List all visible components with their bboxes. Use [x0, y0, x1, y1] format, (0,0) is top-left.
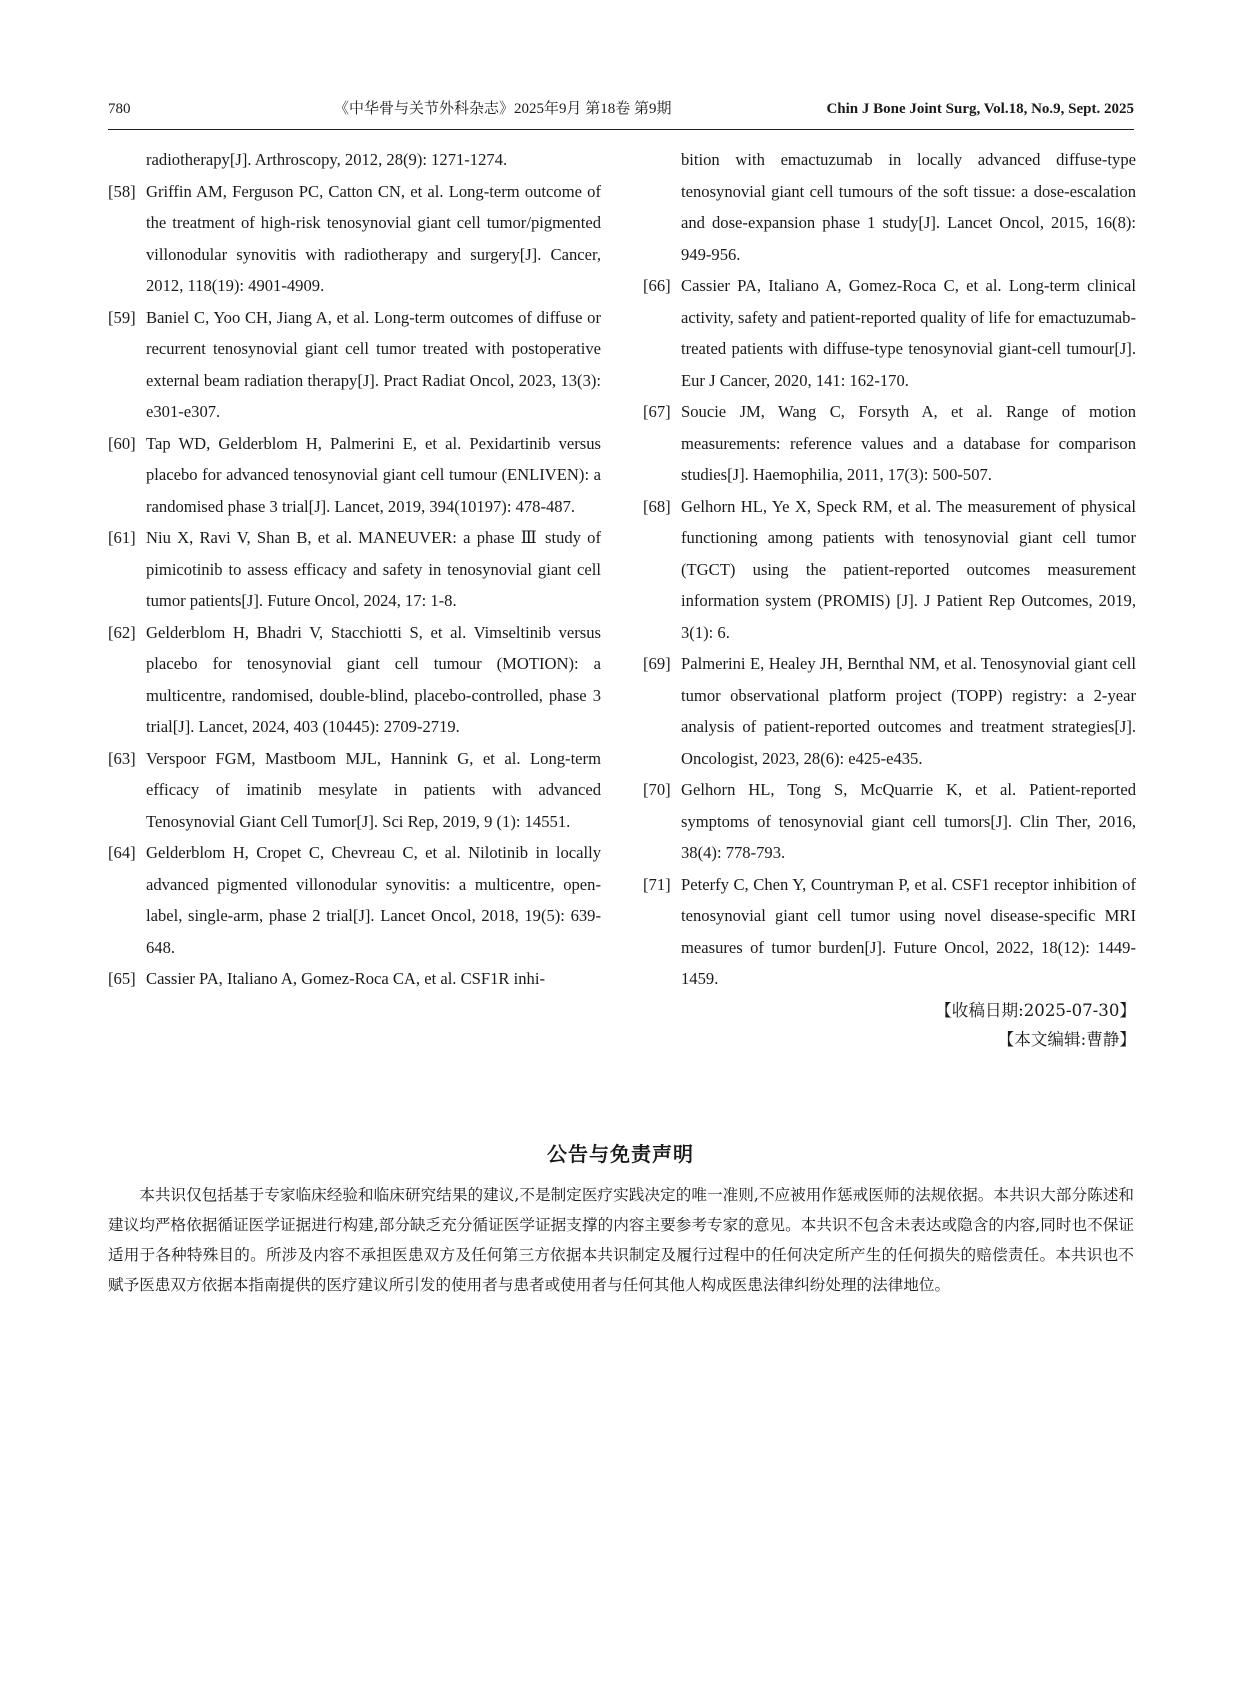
reference-item: [108, 176, 601, 302]
reference-item: [643, 396, 1136, 491]
reference-text: Tap WD, Gelderblom H, Palmerini E, et al. Pexidartinib versus placebo for advanced tenosynovial giant cell tumour (ENLIVEN): a randomised phase 3 trial[J]. Lancet, 2019, 394(10197): 478-487.: [146, 433, 601, 516]
reference-number: [59]: [108, 307, 136, 327]
reference-text: Niu X, Ravi V, Shan B, et al. MANEUVER: a phase Ⅲ study of pimicotinib to assess efficacy and safety in tenosynovial giant cell tumor patients[J]. Future Oncol, 2024, 17: 1-8.: [146, 528, 601, 610]
editor-credit: 【本文编辑:曹静】: [997, 1029, 1136, 1049]
reference-continuation: bition with emactuzumab in locally advanced diffuse-type tenosynovial giant cell tumours of the soft tissue: a dose-escalation and dose-expansion phase 1 study[J]. Lancet Oncol, 2015, 16(8): 949-956.: [681, 150, 1136, 264]
journal-title-cn: 《中华骨与关节外科杂志》2025年9月 第18卷 第9期: [334, 101, 672, 117]
reference-item: [643, 270, 1136, 396]
reference-number: [68]: [643, 496, 671, 516]
reference-text: Soucie JM, Wang C, Forsyth A, et al. Range of motion measurements: reference values and a database for comparison studies[J]. Haemophilia, 2011, 17(3): 500-507.: [681, 402, 1136, 484]
notice-title: 公告与免责声明: [547, 1142, 694, 1166]
reference-number: [64]: [108, 843, 136, 862]
reference-number: [70]: [643, 780, 671, 799]
reference-item: [108, 302, 601, 428]
reference-item: [108, 428, 601, 523]
reference-text: Cassier PA, Italiano A, Gomez-Roca CA, et al. CSF1R inhi-: [146, 969, 545, 988]
header-rule: [108, 129, 1134, 130]
reference-number: [63]: [108, 748, 136, 768]
reference-item: [643, 774, 1136, 869]
reference-text: Gelderblom H, Cropet C, Chevreau C, et al. Nilotinib in locally advanced pigmented villonodular synovitis: a multicentre, open-label, single-arm, phase 2 trial[J]. Lancet Oncol, 2018, 19(5): 639-648.: [146, 843, 601, 957]
reference-number: [62]: [108, 622, 136, 642]
reference-text: Griffin AM, Ferguson PC, Catton CN, et al. Long-term outcome of the treatment of high-risk tenosynovial giant cell tumor/pigmented villonodular synovitis with radiotherapy and surgery[J]. Cancer, 2012, 118(19): 4901-4909.: [146, 181, 601, 295]
reference-number: [69]: [643, 654, 671, 673]
right-column: [643, 144, 1136, 1053]
received-date: 【收稿日期:2025-07-30】: [935, 1000, 1136, 1020]
notice-body: 本共识仅包括基于专家临床经验和临床研究结果的建议,不是制定医疗实践决定的唯一准则,不应被用作惩戒医师的法规依据。本共识大部分陈述和建议均严格依据循证医学证据进行构建,部分缺乏充分循证医学证据支撑的内容主要参考专家的意见。本共识不包含未表达或隐含的内容,同时也不保证适用于各种特殊目的。所涉及内容不承担医患双方及任何第三方依据本共识制定及履行过程中的任何决定所产生的任何损失的赔偿责任。本共识也不赋予医患双方依据本指南提供的医疗建议所引发的使用者与患者或使用者与任何其他人构成医患法律纠纷处理的法律地位。: [108, 1186, 1134, 1294]
reference-item: [108, 963, 601, 995]
reference-text: Gelhorn HL, Tong S, McQuarrie K, et al. Patient-reported symptoms of tenosynovial giant cell tumors[J]. Clin Ther, 2016, 38(4): 778-793.: [681, 780, 1136, 862]
reference-text: Palmerini E, Healey JH, Bernthal NM, et al. Tenosynovial giant cell tumor observational platform project (TOPP) registry: a 2-year analysis of patient-reported outcomes and treatment strategies[J]. Oncologist, 2023, 28(6): e425-e435.: [681, 654, 1136, 768]
reference-text: Peterfy C, Chen Y, Countryman P, et al. CSF1 receptor inhibition of tenosynovial giant cell tumor using novel disease-specific MRI measures of tumor burden[J]. Future Oncol, 2022, 18(12): 1449-1459.: [681, 874, 1136, 988]
reference-number: [58]: [108, 181, 136, 201]
reference-item: [643, 648, 1136, 774]
left-column: [108, 144, 601, 995]
reference-item: [108, 837, 601, 963]
reference-text: Cassier PA, Italiano A, Gomez-Roca C, et al. Long-term clinical activity, safety and patient-reported quality of life for emactuzumab-treated patients with diffuse-type tenosynovial giant-cell tumour[J]. Eur J Cancer, 2020, 141: 162-170.: [681, 276, 1136, 390]
reference-number: [61]: [108, 528, 136, 547]
reference-number: [71]: [643, 874, 671, 894]
reference-item: [643, 869, 1136, 995]
reference-number: [66]: [643, 276, 671, 295]
reference-item: [108, 617, 601, 743]
reference-text: Baniel C, Yoo CH, Jiang A, et al. Long-term outcomes of diffuse or recurrent tenosynovial giant cell tumor treated with postoperative external beam radiation therapy[J]. Pract Radiat Oncol, 2023, 13(3): e301-e307.: [146, 307, 601, 421]
reference-item: [108, 522, 601, 617]
journal-title-en: Chin J Bone Joint Surg, Vol.18, No.9, Sept. 2025: [826, 101, 1134, 117]
reference-number: [67]: [643, 402, 671, 421]
reference-text: Verspoor FGM, Mastboom MJL, Hannink G, et al. Long-term efficacy of imatinib mesylate in patients with advanced Tenosynovial Giant Cell Tumor[J]. Sci Rep, 2019, 9 (1): 14551.: [146, 748, 601, 831]
reference-text: Gelhorn HL, Ye X, Speck RM, et al. The measurement of physical functioning among patients with tenosynovial giant cell tumor (TGCT) using the patient-reported outcomes measurement information system (PROMIS) [J]. J Patient Rep Outcomes, 2019, 3(1): 6.: [681, 496, 1136, 642]
reference-text: Gelderblom H, Bhadri V, Stacchiotti S, et al. Vimseltinib versus placebo for tenosynovial giant cell tumour (MOTION): a multicentre, randomised, double-blind, placebo-controlled, phase 3 trial[J]. Lancet, 2024, 403 (10445): 2709-2719.: [146, 622, 601, 736]
page-number: 780: [108, 101, 131, 117]
reference-continuation: radiotherapy[J]. Arthroscopy, 2012, 28(9): 1271-1274.: [146, 150, 508, 169]
reference-number: [60]: [108, 433, 136, 453]
running-header: [108, 96, 1134, 122]
reference-item: [643, 491, 1136, 649]
reference-number: [65]: [108, 969, 136, 988]
reference-item: [108, 743, 601, 838]
